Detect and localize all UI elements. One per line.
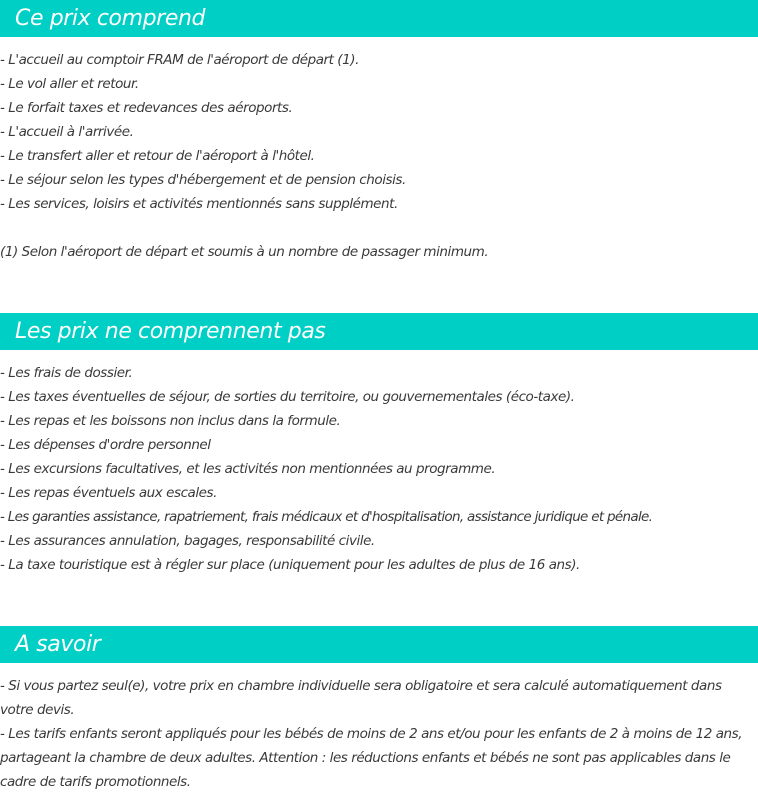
list-item: - Les dépenses d'ordre personnel xyxy=(0,437,211,453)
list-item: - Les repas éventuels aux escales. xyxy=(0,485,217,501)
section-title: A savoir xyxy=(15,632,101,657)
list-item: - L'accueil au comptoir FRAM de l'aéroport de départ (1). xyxy=(0,52,359,68)
section-body-ce-prix-comprend xyxy=(0,48,756,264)
section-header-les-prix-ne-comprennent-pas xyxy=(0,313,758,350)
list-item: - Le transfert aller et retour de l'aéroport à l'hôtel. xyxy=(0,148,315,164)
list-item: - Le vol aller et retour. xyxy=(0,76,139,92)
section-title: Ce prix comprend xyxy=(15,6,206,31)
footnote: (1) Selon l'aéroport de départ et soumis à un nombre de passager minimum. xyxy=(0,244,489,260)
list-item: - Les services, loisirs et activités mentionnés sans supplément. xyxy=(0,196,398,212)
list-item: - Les repas et les boissons non inclus dans la formule. xyxy=(0,413,341,429)
list-item: - Les garanties assistance, rapatriement, frais médicaux et d'hospitalisation, assistance juridique et pénale. xyxy=(0,509,653,525)
list-item: - Le forfait taxes et redevances des aéroports. xyxy=(0,100,293,116)
list-item: - La taxe touristique est à régler sur place (uniquement pour les adultes de plus de 16 ans). xyxy=(0,557,580,573)
paragraph: - Si vous partez seul(e), votre prix en chambre individuelle sera obligatoire et sera calculé automatiquement dans votre devis. xyxy=(0,678,722,718)
section-body-les-prix-ne-comprennent-pas xyxy=(0,361,756,577)
section-body-a-savoir xyxy=(0,674,756,794)
section-header-a-savoir xyxy=(0,626,758,663)
list-item: - L'accueil à l'arrivée. xyxy=(0,124,134,140)
list-item: - Les taxes éventuelles de séjour, de sorties du territoire, ou gouvernementales (éco-taxe). xyxy=(0,389,575,405)
list-item: - Les frais de dossier. xyxy=(0,365,133,381)
list-item: - Les assurances annulation, bagages, responsabilité civile. xyxy=(0,533,375,549)
section-header-ce-prix-comprend xyxy=(0,0,758,37)
list-item: - Les excursions facultatives, et les activités non mentionnées au programme. xyxy=(0,461,496,477)
list-item: - Le séjour selon les types d'hébergement et de pension choisis. xyxy=(0,172,406,188)
spacer xyxy=(0,216,756,240)
section-title: Les prix ne comprennent pas xyxy=(15,319,326,344)
paragraph: - Les tarifs enfants seront appliqués pour les bébés de moins de 2 ans et/ou pour les enfants de 2 à moins de 12 ans, partageant la chambre de deux adultes. Attention : les réductions enfants et bébés ne sont pas applicables dans le cadre de tarifs promotionnels. xyxy=(0,726,743,790)
